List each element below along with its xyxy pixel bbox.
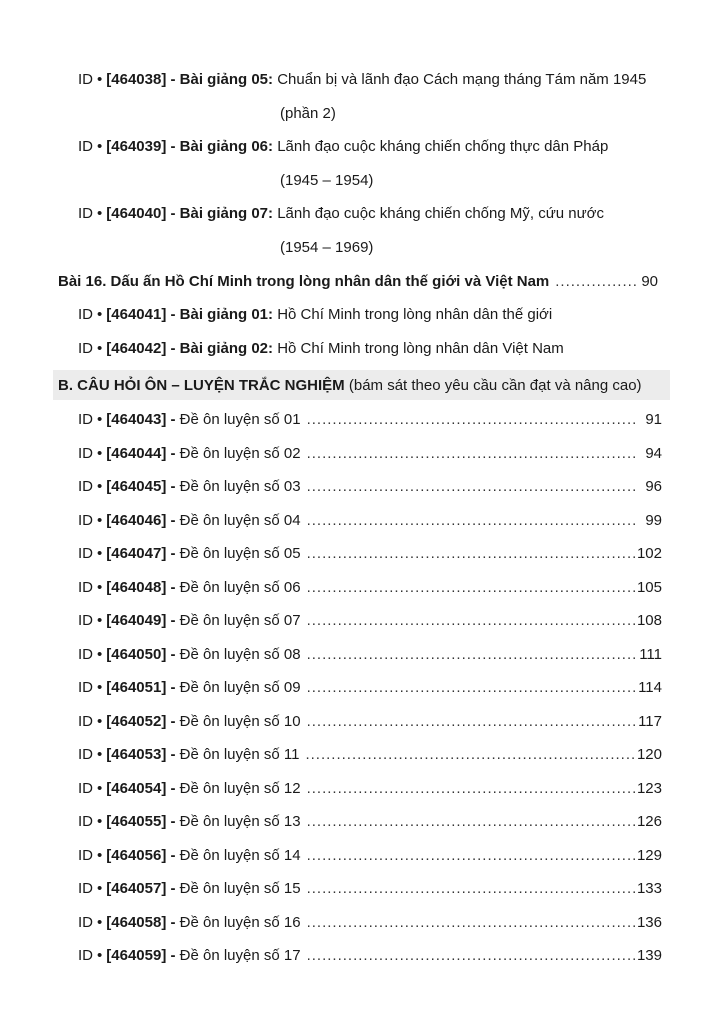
toc-exam-item[interactable] — [78, 839, 662, 872]
dot-leader — [307, 604, 635, 637]
lesson-label: - Bài giảng 07: — [170, 205, 274, 222]
toc-topic-bai-16[interactable] — [58, 265, 658, 298]
lesson-title-continued: (1954 – 1969) — [280, 239, 374, 256]
exam-id: [464051] — [106, 679, 167, 696]
lesson-id: [464042] — [106, 340, 167, 357]
exam-id: [464055] — [106, 813, 167, 830]
bullet-icon: • — [97, 713, 103, 730]
exam-id: [464056] — [106, 847, 167, 864]
exam-id: [464057] — [106, 880, 167, 897]
exam-id: [464052] — [106, 713, 167, 730]
id-prefix: ID — [78, 205, 93, 222]
toc-lesson-continuation — [0, 231, 721, 264]
bullet-icon: • — [97, 880, 103, 897]
exam-page-number: 133 — [636, 880, 662, 897]
lesson-title: Lãnh đạo cuộc kháng chiến chống Mỹ, cứu nước — [277, 205, 604, 222]
dot-leader — [307, 437, 638, 470]
bullet-icon: • — [97, 205, 103, 222]
exam-entry-text — [78, 939, 301, 972]
bullet-icon: • — [97, 71, 103, 88]
exam-page-number: 114 — [638, 679, 662, 696]
toc-exam-item[interactable] — [78, 504, 662, 537]
exam-dash: - — [170, 679, 176, 696]
exam-page-number: 96 — [645, 478, 662, 495]
toc-lesson-item[interactable] — [78, 332, 678, 365]
dot-leader — [307, 939, 635, 972]
exam-page-number: 129 — [636, 847, 662, 864]
lesson-title-continued: (1945 – 1954) — [280, 172, 374, 189]
lesson-title: Hồ Chí Minh trong lòng nhân dân Việt Nam — [277, 340, 564, 357]
exam-id: [464058] — [106, 914, 167, 931]
toc-exam-item[interactable] — [78, 671, 662, 704]
exam-title: Đề ôn luyện số 08 — [179, 646, 301, 663]
lesson-label: - Bài giảng 02: — [170, 340, 274, 357]
toc-lesson-item[interactable] — [78, 298, 678, 331]
bullet-icon: • — [97, 138, 103, 155]
exam-dash: - — [170, 512, 176, 529]
bullet-icon: • — [97, 411, 103, 428]
exam-title: Đề ôn luyện số 13 — [179, 813, 301, 830]
dot-leader — [307, 504, 638, 537]
bullet-icon: • — [97, 478, 103, 495]
exam-title: Đề ôn luyện số 07 — [179, 612, 301, 629]
exam-dash: - — [170, 914, 176, 931]
bullet-icon: • — [97, 914, 103, 931]
exam-page-number: 120 — [636, 746, 662, 763]
dot-leader — [307, 403, 638, 436]
exam-title: Đề ôn luyện số 02 — [179, 445, 301, 462]
dot-leader — [307, 470, 638, 503]
id-prefix: ID — [78, 306, 93, 323]
exam-page-number: 136 — [636, 914, 662, 931]
id-prefix: ID — [78, 545, 93, 562]
id-prefix: ID — [78, 813, 93, 830]
lesson-label: - Bài giảng 05: — [170, 71, 274, 88]
exam-title: Đề ôn luyện số 05 — [179, 545, 301, 562]
exam-page-number: 126 — [636, 813, 662, 830]
exam-title: Đề ôn luyện số 04 — [179, 512, 301, 529]
bullet-icon: • — [97, 306, 103, 323]
id-prefix: ID — [78, 478, 93, 495]
id-prefix: ID — [78, 579, 93, 596]
exam-title: Đề ôn luyện số 11 — [179, 746, 300, 763]
dot-leader — [307, 805, 635, 838]
bullet-icon: • — [97, 947, 103, 964]
id-prefix: ID — [78, 914, 93, 931]
exam-id: [464053] — [106, 746, 167, 763]
id-prefix: ID — [78, 947, 93, 964]
id-prefix: ID — [78, 713, 93, 730]
toc-exam-item[interactable] — [78, 403, 662, 436]
dot-leader — [307, 906, 635, 939]
exam-id: [464054] — [106, 780, 167, 797]
exam-id: [464050] — [106, 646, 167, 663]
id-prefix: ID — [78, 445, 93, 462]
id-prefix: ID — [78, 880, 93, 897]
dot-leader — [307, 571, 635, 604]
dot-leader — [307, 537, 635, 570]
exam-entry-text — [78, 604, 301, 637]
exam-id: [464049] — [106, 612, 167, 629]
toc-exam-item[interactable] — [78, 437, 662, 470]
exam-entry-text — [78, 504, 301, 537]
lesson-id: [464041] — [106, 306, 167, 323]
exam-entry-text — [78, 571, 301, 604]
id-prefix: ID — [78, 746, 93, 763]
exam-entry-text — [78, 437, 301, 470]
exam-dash: - — [170, 813, 176, 830]
exam-entry-text — [78, 470, 301, 503]
exam-entry-text — [78, 705, 301, 738]
exam-entry-text — [78, 906, 301, 939]
exam-title: Đề ôn luyện số 03 — [179, 478, 301, 495]
id-prefix: ID — [78, 612, 93, 629]
dot-leader — [307, 772, 635, 805]
exam-title: Đề ôn luyện số 17 — [179, 947, 301, 964]
exam-dash: - — [170, 880, 176, 897]
exam-page-number: 102 — [636, 545, 662, 562]
exam-page-number: 105 — [636, 579, 662, 596]
exam-title: Đề ôn luyện số 12 — [179, 780, 301, 797]
bullet-icon: • — [97, 579, 103, 596]
toc-exam-item[interactable] — [78, 638, 662, 671]
exam-page-number: 94 — [645, 445, 662, 462]
lesson-title: Hồ Chí Minh trong lòng nhân dân thế giới — [277, 306, 553, 323]
exam-page-number: 108 — [636, 612, 662, 629]
exam-entry-text — [78, 872, 301, 905]
exam-page-number: 139 — [636, 947, 662, 964]
bullet-icon: • — [97, 847, 103, 864]
exam-id: [464059] — [106, 947, 167, 964]
exam-dash: - — [170, 579, 176, 596]
lesson-id: [464038] — [106, 71, 167, 88]
exam-dash: - — [170, 746, 176, 763]
id-prefix: ID — [78, 679, 93, 696]
exam-id: [464043] — [106, 411, 167, 428]
exam-dash: - — [170, 612, 176, 629]
exam-id: [464044] — [106, 445, 167, 462]
bullet-icon: • — [97, 813, 103, 830]
exam-title: Đề ôn luyện số 10 — [179, 713, 301, 730]
exam-dash: - — [170, 545, 176, 562]
toc-lesson-item[interactable] — [78, 130, 678, 163]
bullet-icon: • — [97, 746, 103, 763]
exam-title: Đề ôn luyện số 16 — [179, 914, 301, 931]
toc-exam-item[interactable] — [78, 906, 662, 939]
lesson-title: Chuẩn bị và lãnh đạo Cách mạng tháng Tám năm 1945 — [277, 71, 647, 88]
id-prefix: ID — [78, 138, 93, 155]
exam-entry-text — [78, 403, 301, 436]
exam-title: Đề ôn luyện số 15 — [179, 880, 301, 897]
toc-exam-item[interactable] — [78, 705, 662, 738]
lesson-id: [464040] — [106, 205, 167, 222]
dot-leader — [555, 265, 639, 298]
toc-lesson-continuation — [0, 97, 721, 130]
toc-exam-item[interactable] — [78, 872, 662, 905]
bullet-icon: • — [97, 780, 103, 797]
section-note: (bám sát theo yêu cầu cần đạt và nâng cao) — [348, 377, 642, 394]
exam-entry-text — [78, 638, 301, 671]
exam-dash: - — [170, 847, 176, 864]
exam-dash: - — [170, 478, 176, 495]
toc-exam-item[interactable] — [78, 571, 662, 604]
exam-page-number: 111 — [639, 646, 662, 663]
exam-dash: - — [170, 780, 176, 797]
exam-entry-text — [78, 772, 301, 805]
exam-dash: - — [170, 445, 176, 462]
dot-leader — [307, 638, 638, 671]
exam-entry-text — [78, 738, 299, 771]
toc-exam-item[interactable] — [78, 772, 662, 805]
exam-entry-text — [78, 839, 301, 872]
exam-page-number: 91 — [645, 411, 662, 428]
bullet-icon: • — [97, 445, 103, 462]
exam-id: [464045] — [106, 478, 167, 495]
exam-entry-text — [78, 805, 301, 838]
toc-exam-item[interactable] — [78, 738, 662, 771]
exam-id: [464046] — [106, 512, 167, 529]
bullet-icon: • — [97, 512, 103, 529]
section-title: B. CÂU HỎI ÔN – LUYỆN TRẮC NGHIỆM — [58, 377, 345, 394]
lesson-label: - Bài giảng 06: — [170, 138, 274, 155]
exam-dash: - — [170, 947, 176, 964]
id-prefix: ID — [78, 411, 93, 428]
id-prefix: ID — [78, 847, 93, 864]
exam-dash: - — [170, 646, 176, 663]
exam-id: [464048] — [106, 579, 167, 596]
lesson-title: Lãnh đạo cuộc kháng chiến chống thực dân Pháp — [277, 138, 609, 155]
exam-title: Đề ôn luyện số 06 — [179, 579, 301, 596]
id-prefix: ID — [78, 646, 93, 663]
toc-exam-item[interactable] — [78, 805, 662, 838]
toc-lesson-item[interactable] — [78, 63, 678, 96]
dot-leader — [307, 671, 637, 704]
exam-entry-text — [78, 537, 301, 570]
exam-title: Đề ôn luyện số 14 — [179, 847, 301, 864]
dot-leader — [307, 839, 635, 872]
exam-page-number: 123 — [636, 780, 662, 797]
id-prefix: ID — [78, 340, 93, 357]
exam-title: Đề ôn luyện số 01 — [179, 411, 301, 428]
dot-leader — [307, 872, 635, 905]
exam-page-number: 117 — [638, 713, 662, 730]
toc-exam-item[interactable] — [78, 939, 662, 972]
bullet-icon: • — [97, 612, 103, 629]
exam-title: Đề ôn luyện số 09 — [179, 679, 301, 696]
lesson-title-continued: (phần 2) — [280, 105, 336, 122]
id-prefix: ID — [78, 512, 93, 529]
toc-lesson-item[interactable] — [78, 197, 678, 230]
toc-exam-item[interactable] — [78, 537, 662, 570]
dot-leader — [305, 738, 635, 771]
bullet-icon: • — [97, 679, 103, 696]
exam-dash: - — [170, 411, 176, 428]
exam-entry-text — [78, 671, 301, 704]
id-prefix: ID — [78, 71, 93, 88]
topic-title: Bài 16. Dấu ấn Hồ Chí Minh trong lòng nhân dân thế giới và Việt Nam — [58, 273, 550, 290]
exam-dash: - — [170, 713, 176, 730]
exam-id: [464047] — [106, 545, 167, 562]
topic-page-number: 90 — [641, 273, 658, 290]
id-prefix: ID — [78, 780, 93, 797]
bullet-icon: • — [97, 340, 103, 357]
section-heading-b[interactable] — [58, 369, 668, 402]
bullet-icon: • — [97, 545, 103, 562]
bullet-icon: • — [97, 646, 103, 663]
exam-page-number: 99 — [645, 512, 662, 529]
lesson-id: [464039] — [106, 138, 167, 155]
toc-exam-item[interactable] — [78, 470, 662, 503]
dot-leader — [307, 705, 637, 738]
lesson-label: - Bài giảng 01: — [170, 306, 274, 323]
toc-exam-item[interactable] — [78, 604, 662, 637]
toc-lesson-continuation — [0, 164, 721, 197]
